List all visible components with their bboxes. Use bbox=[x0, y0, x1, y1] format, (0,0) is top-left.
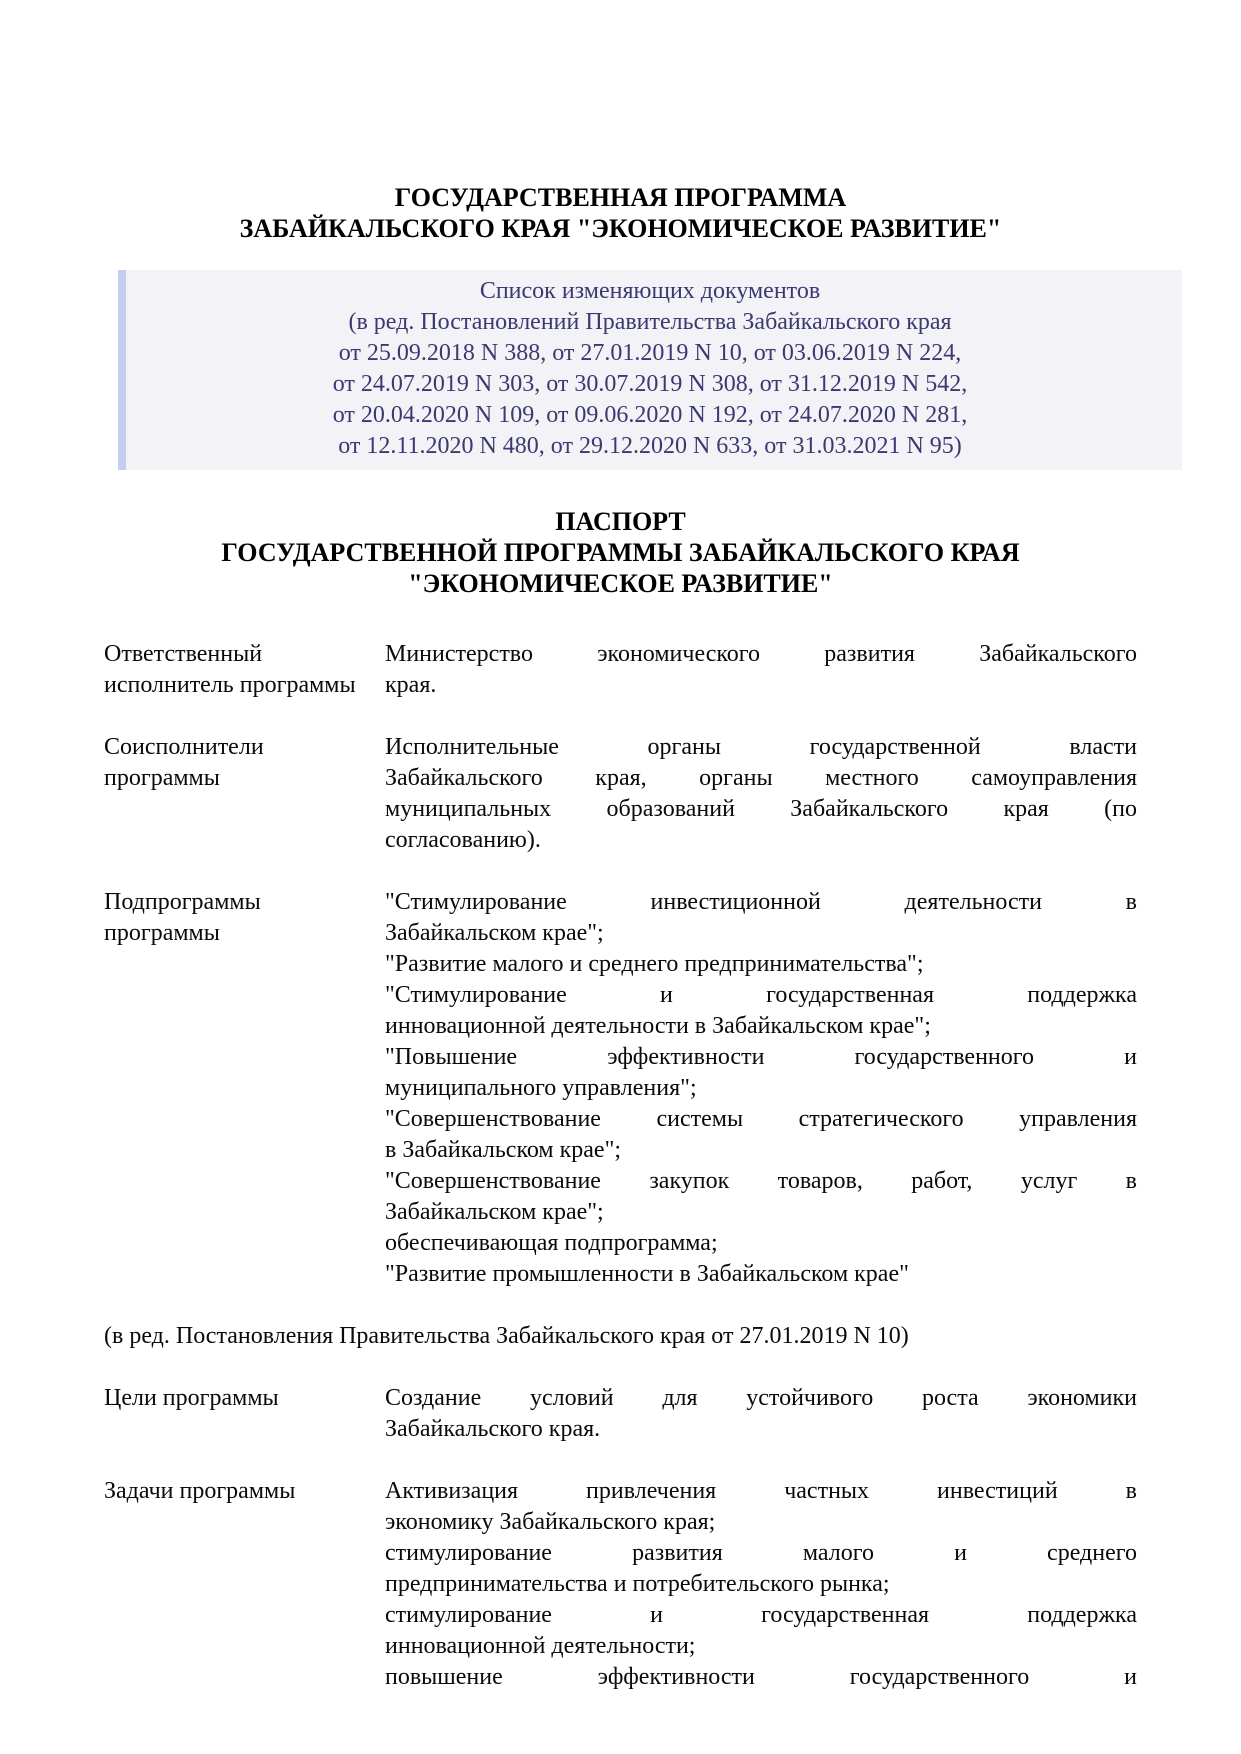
text-line: "Стимулирование и государственная поддержка bbox=[385, 982, 1137, 1008]
amendments-box bbox=[118, 270, 1182, 470]
passport-heading-line3: "ЭКОНОМИЧЕСКОЕ РАЗВИТИЕ" bbox=[408, 569, 833, 598]
row-value bbox=[385, 639, 1137, 701]
amendments-box-line: от 24.07.2019 N 303, от 30.07.2019 N 308, от 31.12.2019 N 542, bbox=[332, 371, 968, 397]
amendment-note: (в ред. Постановления Правительства Забайкальского края от 27.01.2019 N 10) bbox=[104, 1323, 909, 1349]
text-line: обеспечивающая подпрограмма; bbox=[385, 1230, 718, 1256]
text-line: Создание условий для устойчивого роста экономики bbox=[385, 1385, 1137, 1411]
passport-heading-line1: ПАСПОРТ bbox=[555, 507, 686, 536]
row-label: Соисполнители программы bbox=[104, 734, 264, 791]
table-row-tasks bbox=[104, 1476, 1137, 1693]
text-line: Забайкальском крае"; bbox=[385, 1199, 604, 1225]
text-line: Активизация привлечения частных инвестиций в bbox=[385, 1478, 1137, 1504]
row-value bbox=[385, 1476, 1137, 1693]
text-line: Министерство экономического развития Забайкальского bbox=[385, 641, 1137, 667]
passport-heading bbox=[104, 506, 1137, 599]
table-row-subprograms bbox=[104, 887, 1137, 1290]
row-value bbox=[385, 1383, 1137, 1445]
table-row-responsible-executor bbox=[104, 639, 1137, 701]
text-line: согласованию). bbox=[385, 827, 541, 853]
row-value bbox=[385, 732, 1137, 856]
amendments-box-line: Список изменяющих документов bbox=[479, 278, 821, 304]
text-line: "Совершенствование закупок товаров, работ, услуг в bbox=[385, 1168, 1137, 1194]
table-row-goals bbox=[104, 1383, 1137, 1445]
text-line: инновационной деятельности в Забайкальском крае"; bbox=[385, 1013, 931, 1039]
row-label: Цели программы bbox=[104, 1385, 279, 1411]
document-title bbox=[104, 182, 1137, 244]
table-row-co-executors bbox=[104, 732, 1137, 856]
amendments-box-line: от 25.09.2018 N 388, от 27.01.2019 N 10, от 03.06.2019 N 224, bbox=[338, 340, 962, 366]
amendments-box-line: от 20.04.2020 N 109, от 09.06.2020 N 192, от 24.07.2020 N 281, bbox=[332, 402, 968, 428]
text-line: "Повышение эффективности государственного и bbox=[385, 1044, 1137, 1070]
text-line: Забайкальского края, органы местного самоуправления bbox=[385, 765, 1137, 791]
text-line: в Забайкальском крае"; bbox=[385, 1137, 622, 1163]
passport-heading-line2: ГОСУДАРСТВЕННОЙ ПРОГРАММЫ ЗАБАЙКАЛЬСКОГО КРАЯ bbox=[221, 538, 1020, 567]
document-title-line2: ЗАБАЙКАЛЬСКОГО КРАЯ "ЭКОНОМИЧЕСКОЕ РАЗВИТИЕ" bbox=[239, 214, 1002, 243]
row-label: Подпрограммы программы bbox=[104, 889, 261, 946]
row-value bbox=[385, 887, 1137, 1290]
text-line: "Развитие промышленности в Забайкальском крае" bbox=[385, 1261, 909, 1287]
document-title-line1: ГОСУДАРСТВЕННАЯ ПРОГРАММА bbox=[394, 183, 847, 212]
text-line: стимулирование и государственная поддержка bbox=[385, 1602, 1137, 1628]
text-line: края. bbox=[385, 672, 437, 698]
text-line: "Совершенствование системы стратегического управления bbox=[385, 1106, 1137, 1132]
text-line: стимулирование развития малого и среднего bbox=[385, 1540, 1137, 1566]
text-line: повышение эффективности государственного и bbox=[385, 1664, 1137, 1690]
row-label: Задачи программы bbox=[104, 1478, 296, 1504]
text-line: предпринимательства и потребительского рынка; bbox=[385, 1571, 890, 1597]
text-line: муниципальных образований Забайкальского края (по bbox=[385, 796, 1137, 822]
passport-table bbox=[104, 639, 1137, 1693]
text-line: "Развитие малого и среднего предпринимательства"; bbox=[385, 951, 924, 977]
amendments-box-line: от 12.11.2020 N 480, от 29.12.2020 N 633, от 31.03.2021 N 95) bbox=[338, 433, 962, 459]
text-line: экономику Забайкальского края; bbox=[385, 1509, 716, 1535]
text-line: Забайкальского края. bbox=[385, 1416, 601, 1442]
row-label: Ответственный исполнитель программы bbox=[104, 641, 356, 698]
text-line: муниципального управления"; bbox=[385, 1075, 697, 1101]
text-line: "Стимулирование инвестиционной деятельности в bbox=[385, 889, 1137, 915]
text-line: Забайкальском крае"; bbox=[385, 920, 604, 946]
text-line: инновационной деятельности; bbox=[385, 1633, 696, 1659]
amendments-box-line: (в ред. Постановлений Правительства Забайкальского края bbox=[348, 309, 952, 335]
text-line: Исполнительные органы государственной власти bbox=[385, 734, 1137, 760]
